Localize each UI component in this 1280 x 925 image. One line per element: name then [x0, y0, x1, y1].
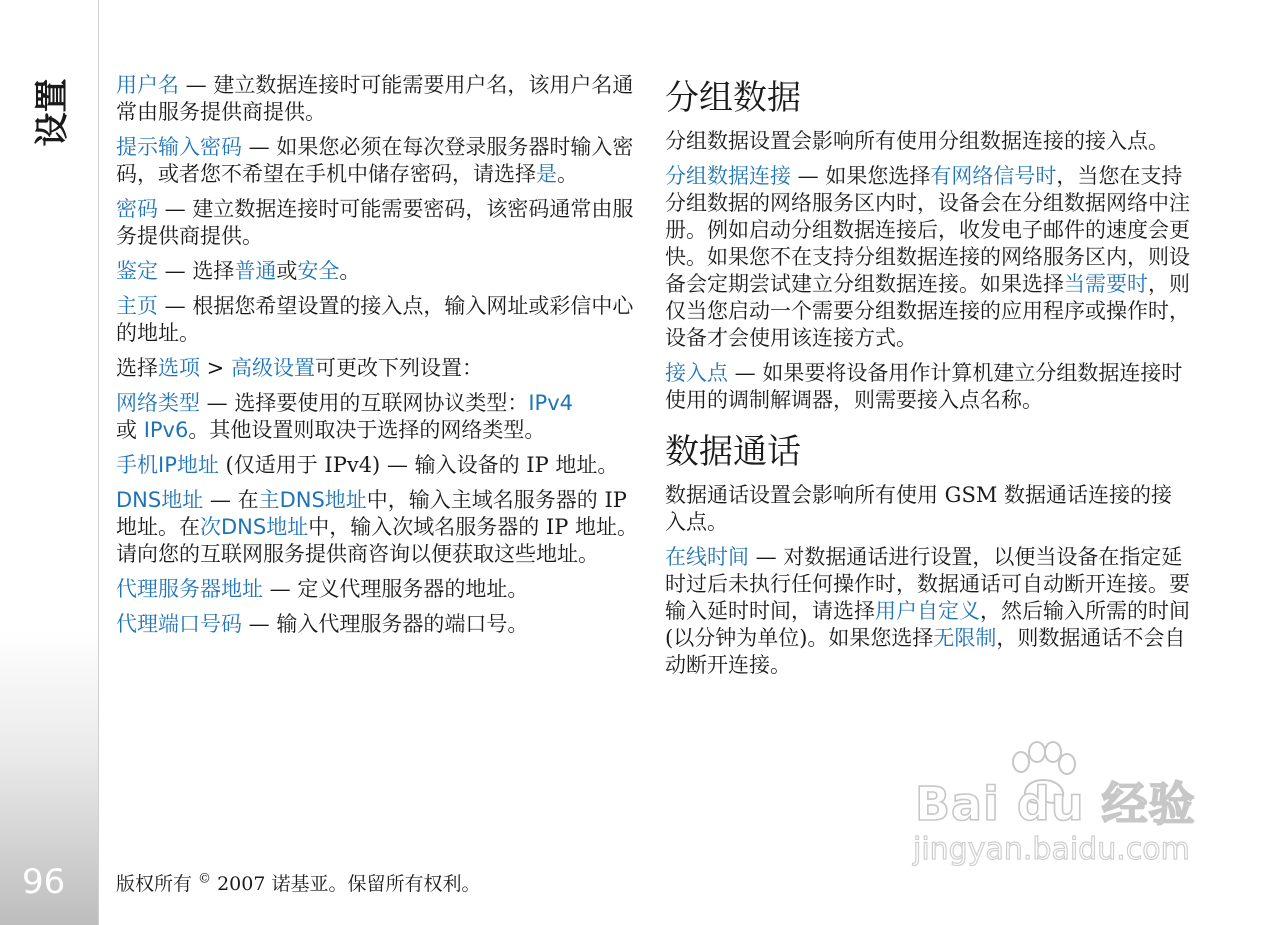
term-homepage: 主页 [116, 294, 158, 318]
entry-access-point: 接入点 — 如果要将设备用作计算机建立分组数据连接时使用的调制解调器，则需要接入点名称。 [665, 361, 1183, 412]
data-call-intro: 数据通话设置会影响所有使用 GSM 数据通话连接的接入点。 [665, 483, 1173, 534]
select-options-line: 选择选项 > 高级设置可更改下列设置： [116, 356, 483, 380]
entry-phone-ip: 手机IP地址 (仅适用于 IPv4) — 输入设备的 IP 地址。 [116, 453, 619, 477]
option-unlimited: 无限制 [933, 626, 997, 650]
option-advanced-settings: 高级设置 [230, 356, 315, 380]
term-access-point: 接入点 [665, 361, 728, 385]
right-column [665, 72, 1190, 687]
entry-network-type: 网络类型 — 选择要使用的互联网协议类型：IPv4 或 IPv6。其他设置则取决于选择的网络类型。 [116, 391, 574, 442]
term-prompt-password: 提示输入密码 [116, 135, 242, 159]
entry-online-time: 在线时间 — 对数据通话进行设置，以便当设备在指定延时过后未执行任何操作时，数据通话可自动断开连接。要输入延时时间，请选择用户自定义，然后输入所需的时间 (以分钟为单位)。如果您选择无限制，则数据通话不会自动断开连接。 [665, 545, 1190, 677]
option-options: 选项 [158, 356, 200, 380]
watermark-brand: Bai du 经验 [915, 777, 1196, 831]
term-password: 密码 [116, 197, 158, 221]
copyright-symbol: © [198, 871, 212, 887]
option-secure: 安全 [297, 259, 340, 283]
option-user-defined: 用户自定义 [875, 599, 980, 623]
entry-password: 密码 — 建立数据连接时可能需要密码，该密码通常由服务提供商提供。 [116, 197, 634, 248]
section-title-text: 设置 [32, 78, 73, 146]
term-online-time: 在线时间 [665, 545, 749, 569]
option-when-available: 有网络信号时 [930, 164, 1057, 188]
option-secondary-dns: 次DNS地址 [200, 515, 309, 539]
option-normal: 普通 [234, 259, 277, 283]
term-username: 用户名 [116, 73, 179, 97]
entry-homepage: 主页 — 根据您希望设置的接入点，输入网址或彩信中心的地址。 [116, 294, 634, 345]
left-column [116, 72, 638, 646]
option-yes: 是 [536, 162, 557, 186]
term-phone-ip: 手机IP地址 [116, 453, 219, 477]
term-proxy-address: 代理服务器地址 [116, 577, 263, 601]
sidebar [0, 0, 99, 925]
option-when-needed: 当需要时 [1064, 272, 1148, 296]
page-number: 96 [22, 862, 66, 902]
option-ipv4: IPv4 [528, 391, 574, 415]
entry-prompt-password: 提示输入密码 — 如果您必须在每次登录服务器时输入密码，或者您不希望在手机中储存密码，请选择是。 [116, 135, 634, 186]
entry-username: 用户名 — 建立数据连接时可能需要用户名，该用户名通常由服务提供商提供。 [116, 73, 634, 124]
baidu-watermark [905, 740, 1205, 870]
term-packet-connection: 分组数据连接 [665, 164, 791, 188]
heading-packet-data: 分组数据 [665, 78, 801, 118]
term-network-type: 网络类型 [116, 391, 200, 415]
option-primary-dns: 主DNS地址 [258, 488, 367, 512]
entry-packet-connection: 分组数据连接 — 如果您选择有网络信号时，当您在支持分组数据的网络服务区内时，设备会在分组数据网络中注册。例如启动分组数据连接后，收发电子邮件的速度会更快。如果您不在支持分组数据连接的网络服务区内，则设备会定期尝试建立分组数据连接。如果选择当需要时，则仅当您启动一个需要分组数据连接的应用程序或操作时，设备才会使用该连接方式。 [665, 164, 1190, 350]
term-authentication: 鉴定 [116, 259, 158, 283]
watermark-url: jingyan.baidu.com [913, 832, 1190, 867]
option-ipv6: IPv6 [143, 418, 189, 442]
term-proxy-port: 代理端口号码 [116, 612, 242, 636]
heading-data-call: 数据通话 [665, 432, 801, 472]
entry-authentication: 鉴定 — 选择普通或安全。 [116, 259, 361, 283]
section-title [26, 72, 72, 152]
entry-proxy-address: 代理服务器地址 — 定义代理服务器的地址。 [116, 577, 529, 601]
entry-proxy-port: 代理端口号码 — 输入代理服务器的端口号。 [116, 612, 529, 636]
packet-data-intro: 分组数据设置会影响所有使用分组数据连接的接入点。 [665, 129, 1169, 153]
term-dns: DNS地址 [116, 488, 204, 512]
entry-dns: DNS地址 — 在主DNS地址中，输入主域名服务器的 IP 地址。在次DNS地址中，输入次域名服务器的 IP 地址。请向您的互联网服务提供商咨询以便获取这些地址。 [116, 488, 638, 566]
copyright-footer: 版权所有 © 2007 诺基亚。保留所有权利。 [116, 871, 481, 895]
